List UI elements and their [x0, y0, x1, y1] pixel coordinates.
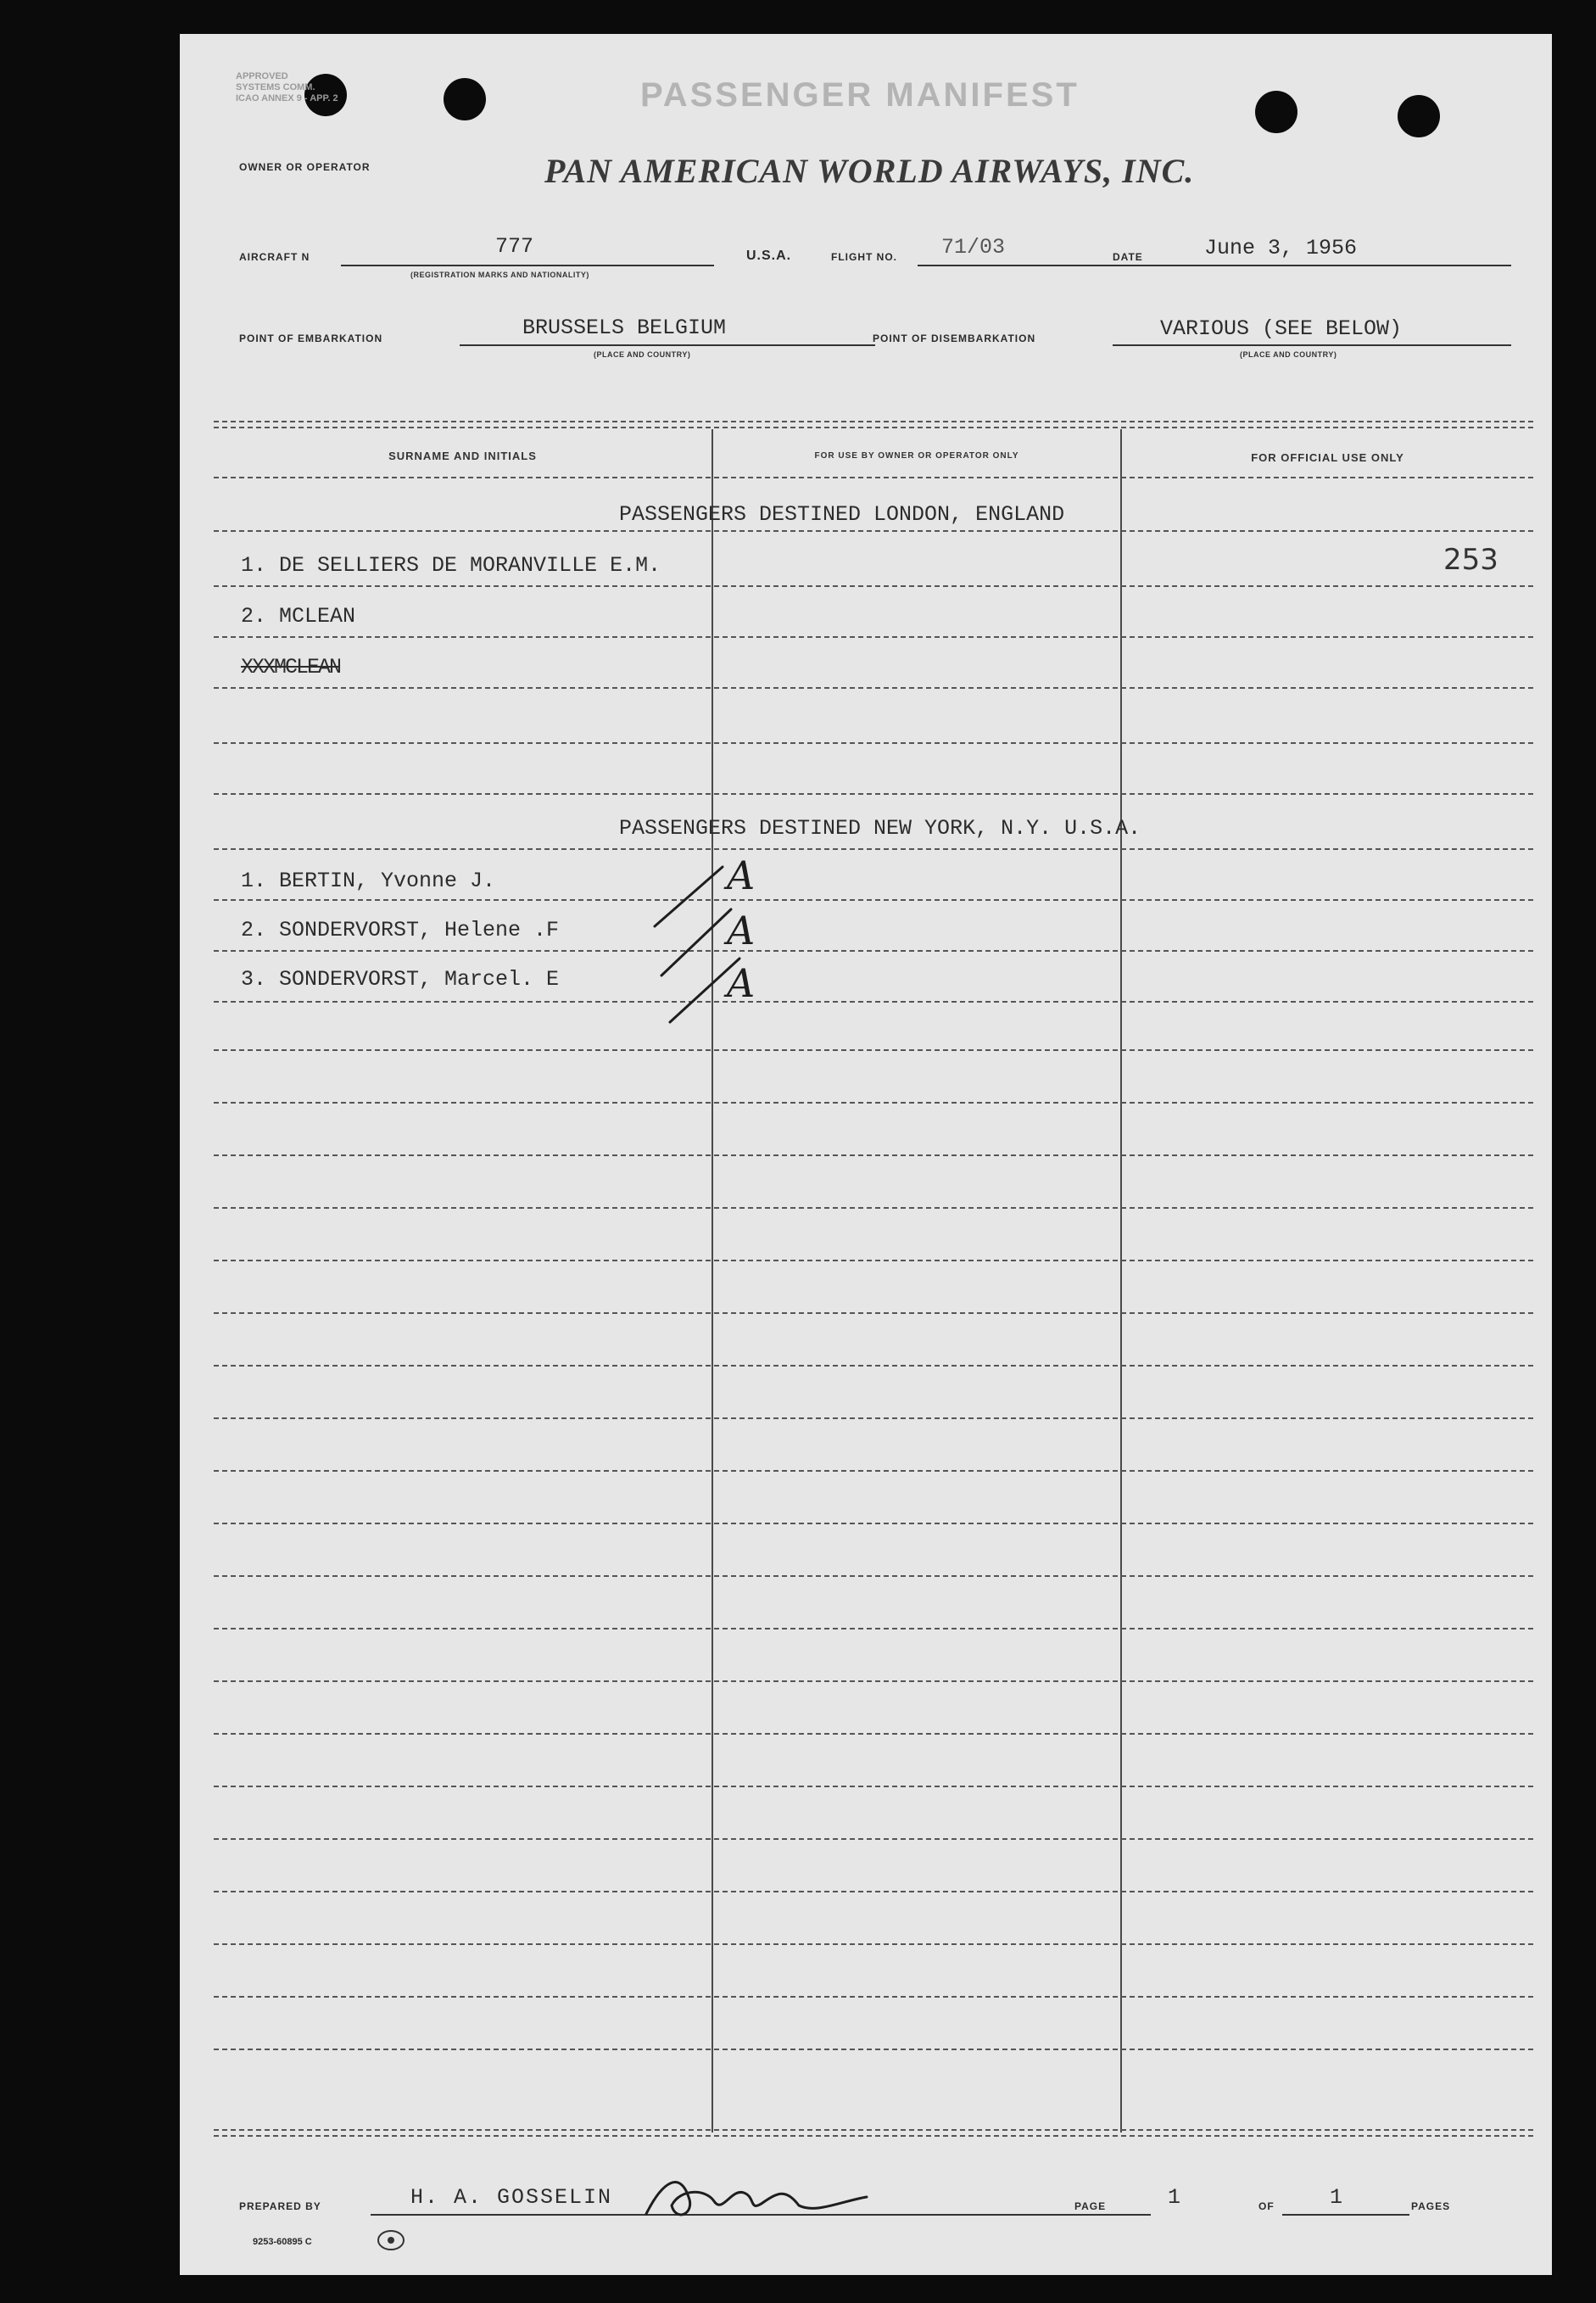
col-header-official: FOR OFFICIAL USE ONLY: [1251, 451, 1404, 464]
table-top-border: [214, 421, 1533, 428]
date-value: June 3, 1956: [1204, 236, 1358, 260]
column-divider-2: [1120, 429, 1122, 2133]
col-header-operator: FOR USE BY OWNER OR OPERATOR ONLY: [814, 451, 1019, 461]
table-rule-line: [214, 1365, 1533, 1367]
table-rule-line: [214, 1207, 1533, 1209]
flight-label: FLIGHT NO.: [831, 251, 897, 263]
table-rule-line: [214, 1001, 1533, 1003]
group-heading-new-york: PASSENGERS DESTINED NEW YORK, N.Y. U.S.A.: [619, 816, 1141, 841]
passenger-row-name: 2. MCLEAN: [241, 604, 356, 629]
table-rule-line: [214, 1628, 1533, 1629]
table-rule-line: [214, 477, 1533, 478]
table-rule-line: [214, 1943, 1533, 1945]
signature: [629, 2163, 884, 2231]
nationality: U.S.A.: [746, 249, 792, 263]
table-rule-line: [214, 950, 1533, 952]
table-rule-line: [214, 1102, 1533, 1104]
passenger-row-name: 1. DE SELLIERS DE MORANVILLE E.M.: [241, 553, 661, 578]
table-bottom-border: [214, 2129, 1533, 2137]
owner-value: PAN AMERICAN WORLD AIRWAYS, INC.: [544, 152, 1195, 190]
punch-hole-3: [1255, 91, 1297, 133]
total-pages: 1: [1330, 2185, 1343, 2210]
table-rule-line: [214, 1838, 1533, 1840]
union-label-icon: [377, 2229, 405, 2251]
disembark-sublabel: (PLACE AND COUNTRY): [1240, 350, 1337, 359]
table-rule-line: [214, 848, 1533, 850]
embark-value: BRUSSELS BELGIUM: [522, 316, 727, 340]
of-label: OF: [1258, 2200, 1275, 2212]
table-rule-line: [214, 1470, 1533, 1472]
table-rule-line: [214, 1575, 1533, 1577]
punch-hole-4: [1398, 95, 1440, 137]
table-rule-line: [214, 1154, 1533, 1156]
table-rule-line: [214, 2049, 1533, 2050]
passenger-row-name: 3. SONDERVORST, Marcel. E: [241, 967, 560, 992]
table-rule-line: [214, 742, 1533, 744]
disembark-value: VARIOUS (SEE BELOW): [1160, 316, 1403, 341]
table-rule-line: [214, 585, 1533, 587]
embark-label: POINT OF EMBARKATION: [239, 333, 383, 344]
table-rule-line: [214, 1260, 1533, 1261]
aircraft-label: AIRCRAFT N: [239, 251, 310, 263]
manifest-sheet: [180, 34, 1552, 2275]
prepared-by-label: PREPARED BY: [239, 2200, 321, 2212]
approval-line-3: ICAO ANNEX 9 - APP. 2: [236, 93, 338, 103]
form-number: 9253-60895 C: [253, 2237, 312, 2247]
approval-stamp: [236, 71, 338, 104]
table-rule-line: [214, 530, 1533, 532]
approval-line-2: SYSTEMS COMM.: [236, 82, 315, 92]
official-number: 253: [1443, 543, 1498, 577]
table-rule-line: [214, 1523, 1533, 1524]
prepared-by-value: H. A. GOSSELIN: [410, 2185, 613, 2210]
group-heading-london: PASSENGERS DESTINED LONDON, ENGLAND: [619, 502, 1065, 527]
disembark-label: POINT OF DISEMBARKATION: [873, 333, 1036, 344]
table-rule-line: [214, 1680, 1533, 1682]
page-label: PAGE: [1074, 2200, 1107, 2212]
handwritten-mark-a: A: [727, 852, 756, 898]
flight-value: 71/03: [941, 235, 1006, 260]
approval-line-1: APPROVED: [236, 71, 288, 81]
table-rule-line: [214, 1891, 1533, 1892]
passenger-row-name: 1. BERTIN, Yvonne J.: [241, 869, 496, 893]
table-rule-line: [214, 1733, 1533, 1735]
table-rule-line: [214, 687, 1533, 689]
handwritten-mark-a: A: [727, 908, 756, 953]
table-rule-line: [214, 1417, 1533, 1419]
owner-label: OWNER OR OPERATOR: [239, 161, 371, 173]
form-title: PASSENGER MANIFEST: [640, 76, 1080, 114]
aircraft-sublabel: (REGISTRATION MARKS AND NATIONALITY): [410, 271, 589, 279]
passenger-row-name: 2. SONDERVORST, Helene .F: [241, 918, 560, 942]
punch-hole-2: [444, 78, 486, 120]
table-rule-line: [214, 1996, 1533, 1998]
table-rule-line: [214, 636, 1533, 638]
column-divider-1: [712, 429, 713, 2133]
aircraft-value: 777: [495, 234, 534, 259]
date-label: DATE: [1113, 251, 1143, 263]
pages-label: PAGES: [1411, 2200, 1451, 2212]
table-rule-line: [214, 1049, 1533, 1051]
struck-out-entry: XXXMCLEAN: [241, 655, 341, 679]
table-rule-line: [214, 793, 1533, 795]
table-rule-line: [214, 1786, 1533, 1787]
table-rule-line: [214, 1312, 1533, 1314]
page-number: 1: [1168, 2185, 1181, 2210]
col-header-surname: SURNAME AND INITIALS: [388, 450, 537, 462]
handwritten-mark-a: A: [727, 960, 756, 1006]
embark-sublabel: (PLACE AND COUNTRY): [594, 350, 691, 359]
table-rule-line: [214, 899, 1533, 901]
